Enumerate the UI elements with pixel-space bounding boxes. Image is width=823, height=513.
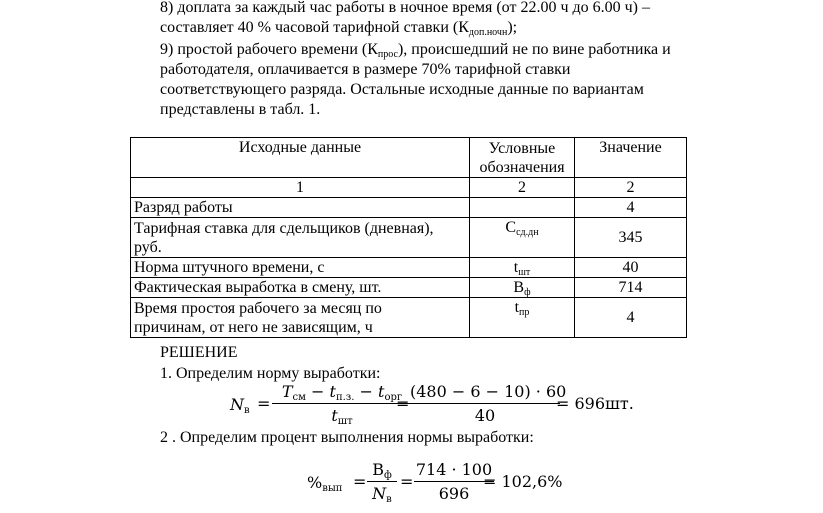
formula-result: = 696шт. — [556, 394, 634, 413]
fraction — [414, 460, 494, 503]
cell-text: руб. — [134, 238, 162, 256]
paragraph-line: 8) доплата за каждый час работы в ночное время (от 22.00 ч до 6.00 ч) – — [160, 0, 650, 16]
symbol: С — [505, 219, 517, 236]
symbol: t — [513, 259, 519, 276]
operator: − — [305, 382, 330, 401]
symbol: В — [513, 279, 525, 296]
numerator — [367, 460, 397, 479]
subscript: в — [386, 494, 392, 505]
table-cell: 1 — [131, 178, 470, 198]
math-var: В — [372, 460, 384, 479]
table-cell — [470, 278, 575, 298]
table-row — [131, 198, 687, 218]
paragraph-line: работодателя, оплачивается в размере 70% тарифной ставки — [160, 61, 571, 78]
cell-text: Время простоя рабочего за месяц по — [134, 299, 382, 317]
table-cell: 4 — [575, 198, 687, 218]
subscript: шт — [337, 416, 353, 427]
denominator — [272, 406, 412, 425]
subscript: сд.дн — [516, 227, 539, 238]
table-cell — [470, 298, 575, 338]
table-cell — [131, 298, 470, 338]
solution-step: 1. Определим норму выработки: — [160, 365, 381, 382]
table-cell — [470, 218, 575, 258]
fraction — [272, 382, 412, 425]
table-cell: 714 — [575, 278, 687, 298]
math-var: % — [307, 473, 323, 492]
text-fragment: составляет 40 % часовой тарифной ставки (К — [160, 19, 469, 36]
formula-lhs — [307, 473, 342, 492]
table-row — [131, 218, 687, 258]
table-cell — [131, 218, 470, 258]
header-cell — [470, 138, 575, 178]
source-data-table — [130, 137, 687, 338]
subscript: прос — [377, 49, 398, 60]
subscript: доп.ночн — [468, 27, 508, 38]
symbol: t — [514, 299, 520, 316]
table-row — [131, 258, 687, 278]
fraction — [410, 382, 567, 425]
paragraph-line: соответствующего разряда. Остальные исходные данные по вариантам — [160, 81, 644, 98]
cell-text: причинам, от него не зависящим, ч — [134, 318, 373, 336]
equals-sign: = — [400, 472, 414, 491]
numerator — [272, 382, 412, 401]
table-cell: 40 — [575, 258, 687, 278]
formula-norm — [230, 382, 680, 426]
subscript: шт — [518, 267, 531, 278]
math-var: t — [378, 382, 385, 401]
table-row — [131, 278, 687, 298]
math-var: T — [281, 382, 293, 401]
text-fragment: ), происшедший не по вине работника и — [397, 41, 671, 58]
numerator: (480 − 6 − 10) · 60 — [410, 382, 567, 401]
subscript: вып — [322, 483, 343, 494]
solution-title: РЕШЕНИЕ — [160, 344, 238, 361]
paragraph-line — [160, 40, 671, 60]
subscript: в — [244, 405, 250, 416]
subscript: п.з. — [335, 392, 355, 403]
numerator: 714 · 100 — [415, 460, 493, 479]
header-cell: Значение — [575, 138, 687, 178]
table-cell: 4 — [575, 298, 687, 338]
header-text: обозначения — [479, 158, 565, 176]
subscript: ф — [524, 287, 531, 298]
table-row — [131, 298, 687, 338]
equals-sign: = — [257, 394, 271, 413]
paragraph-line: представлены в табл. 1. — [160, 101, 321, 118]
math-var: N — [372, 484, 387, 503]
formula-lhs — [230, 395, 250, 414]
fraction-bar — [410, 403, 560, 404]
subscript: пр — [519, 307, 530, 318]
math-var: t — [331, 406, 338, 425]
table-cell: Разряд работы — [131, 198, 470, 218]
denominator — [367, 484, 397, 503]
math-var: t — [329, 382, 336, 401]
table-cell: 2 — [575, 178, 687, 198]
table-number-row — [131, 178, 687, 198]
table-cell: 2 — [470, 178, 575, 198]
subscript: см — [292, 392, 306, 403]
math-var: N — [230, 395, 244, 414]
table-cell — [470, 258, 575, 278]
solution-step: 2 . Определим процент выполнения нормы выработки: — [160, 429, 534, 446]
equals-sign: = — [396, 394, 410, 413]
header-text: Условные — [488, 139, 556, 157]
equals-sign: = — [353, 472, 367, 491]
header-cell: Исходные данные — [131, 138, 470, 178]
fraction — [367, 460, 397, 503]
table-cell — [470, 198, 575, 218]
subscript: орг — [384, 392, 403, 403]
denominator: 40 — [474, 406, 496, 425]
text-fragment: ); — [507, 19, 518, 36]
formula-percent — [307, 460, 607, 510]
cell-text: Тарифная ставка для сдельщиков (дневная), — [134, 219, 434, 237]
paragraph-line — [160, 18, 517, 38]
operator: − — [354, 382, 379, 401]
fraction-bar — [414, 481, 494, 482]
denominator: 696 — [438, 484, 470, 503]
table-header-row — [131, 138, 687, 178]
fraction-bar — [272, 403, 412, 404]
table-cell: Норма штучного времени, с — [131, 258, 470, 278]
table-cell: 345 — [575, 218, 687, 258]
fraction-bar — [367, 481, 397, 482]
table-cell: Фактическая выработка в смену, шт. — [131, 278, 470, 298]
text-fragment: 9) простой рабочего времени (К — [160, 41, 378, 58]
formula-result: = 102,6% — [483, 472, 563, 491]
subscript: ф — [383, 470, 392, 481]
